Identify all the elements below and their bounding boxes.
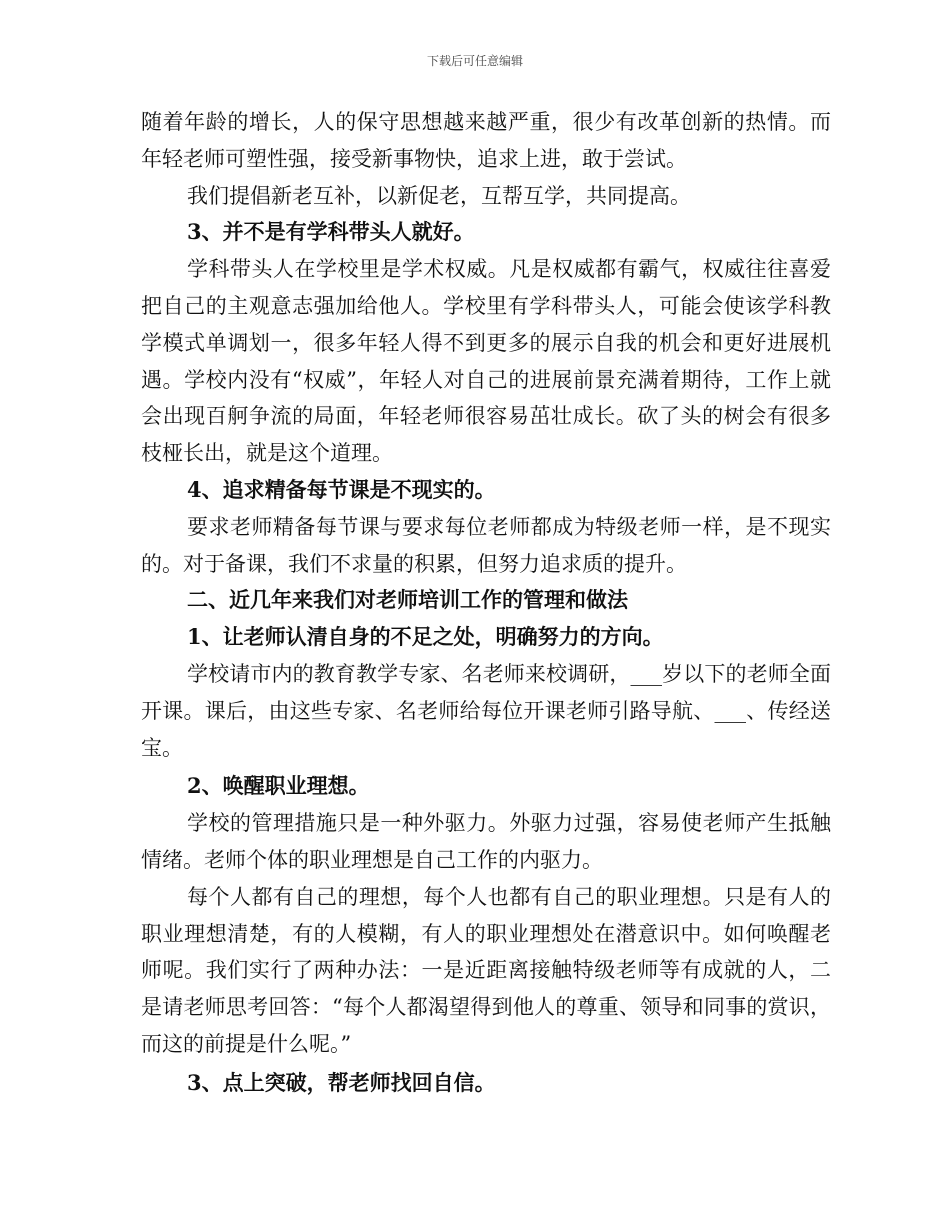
chapter-heading: 二、近几年来我们对老师培训工作的管理和做法: [187, 587, 628, 613]
paragraph: 随着年龄的增长，人的保守思想越来越严重，很少有改革创新的热情。而年轻老师可塑性强，接受新事物快，追求上进，敢于尝试。: [141, 110, 831, 171]
paragraph: 学校的管理措施只是一种外驱力。外驱力过强，容易使老师产生抵触情绪。老师个体的职业理想是自己工作的内驱力。: [141, 811, 831, 872]
paragraph: 要求老师精备每节课与要求每位老师都成为特级老师一样，是不现实的。对于备课，我们不求量的积累，但努力追求质的提升。: [141, 514, 831, 576]
paragraph: 每个人都有自己的理想，每个人也都有自己的职业理想。只是有人的职业理想清楚，有的人模糊，有人的职业理想处在潜意识中。如何唤醒老师呢。我们实行了两种办法：一是近距离接触特级老师等有成就的人，二是请老师思考回答：“每个人都渴望得到他人的尊重、领导和同事的赏识，而这的前提是什么呢。”: [141, 884, 831, 1056]
document-body: [141, 104, 831, 1102]
paragraph: 我们提倡新老互补，以新促老，互帮互学，共同提高。: [187, 183, 691, 208]
section-heading: 3、并不是有学科带头人就好。: [187, 219, 475, 245]
section-heading: 2、唤醒职业理想。: [187, 773, 370, 799]
paragraph: 学科带头人在学校里是学术权威。凡是权威都有霸气，权威往往喜爱把自己的主观意志强加给他人。学校里有学科带头人，可能会使该学科教学模式单调划一，很多年轻人得不到更多的展示自我的机会和更好进展机遇。学校内没有“权威”，年轻人对自己的进展前景充满着期待，工作上就会出现百舸争流的局面，年轻老师很容易茁壮成长。砍了头的树会有很多枝桠长出，就是这个道理。: [141, 257, 831, 466]
section-heading: 1、让老师认清自身的不足之处，明确努力的方向。: [187, 624, 664, 650]
paragraph: 学校请市内的教育教学专家、名老师来校调研，___岁以下的老师全面开课。课后，由这些专家、名老师给每位开课老师引路导航、___、传经送宝。: [141, 661, 831, 760]
section-heading: 4、追求精备每节课是不现实的。: [187, 476, 496, 502]
section-heading: 3、点上突破，帮老师找回自信。: [187, 1069, 496, 1095]
page-header: 下载后可任意编辑: [426, 54, 523, 68]
